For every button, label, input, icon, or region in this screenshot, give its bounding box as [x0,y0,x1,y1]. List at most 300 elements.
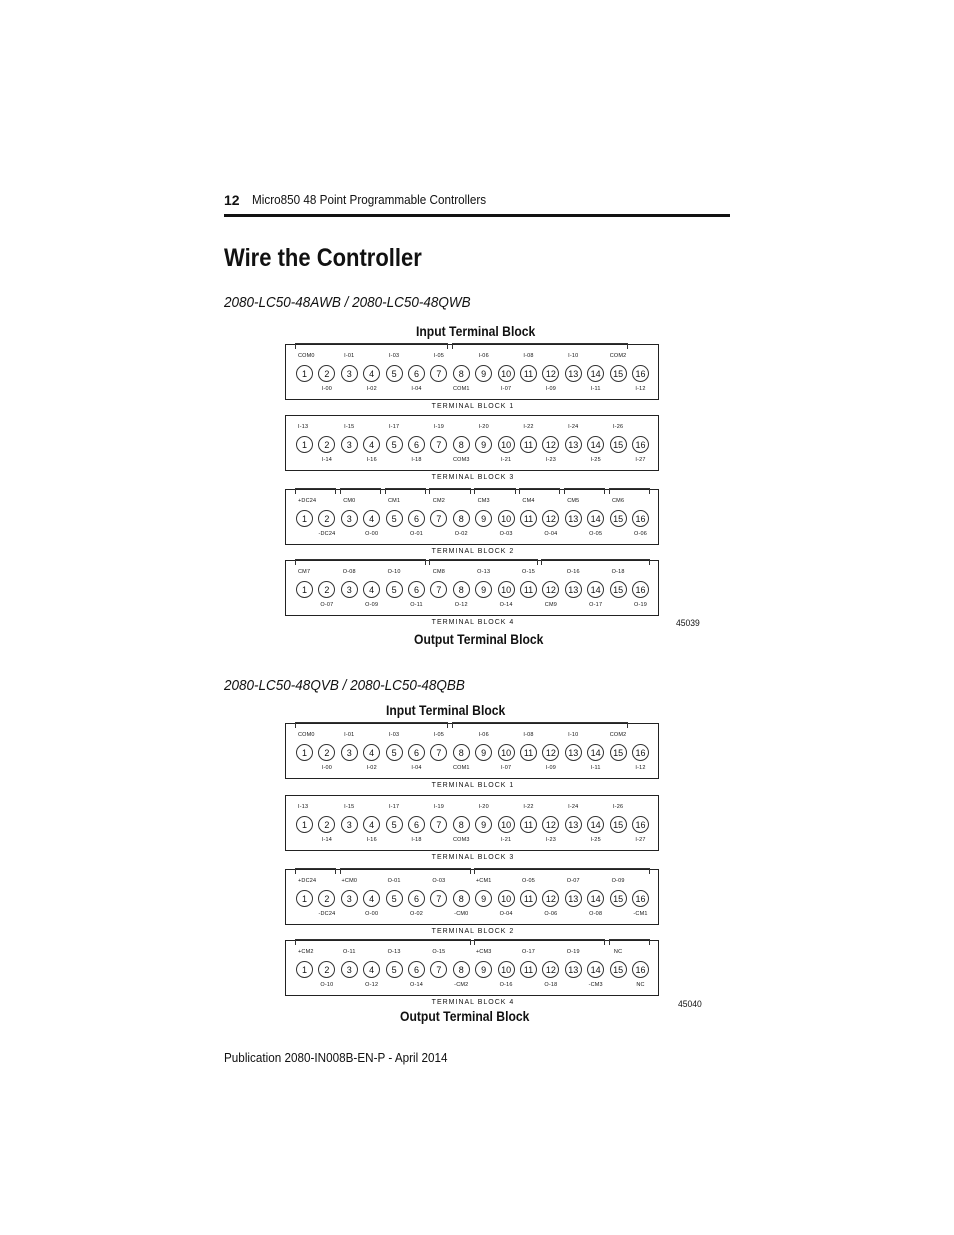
terminal-label-bottom: COM3 [452,837,470,843]
terminal-label-bottom: O-05 [589,531,603,537]
terminal-screw: 5 [386,816,403,833]
terminal-screw: 2 [318,365,335,382]
model-heading-1: 2080-LC50-48AWB / 2080-LC50-48QWB [224,294,471,311]
terminal-label-top: COM2 [609,732,627,738]
terminal-label-bottom: I-00 [321,765,333,771]
terminal-label-top: I-17 [388,424,400,430]
terminal-label-top: COM0 [298,732,315,738]
terminal-label-bottom: I-16 [366,457,377,463]
terminal-label-top: I-22 [523,804,534,810]
terminal-screw: 14 [587,816,604,833]
terminal-screw: 9 [475,365,492,382]
terminal-screw: 10 [498,744,515,761]
model-heading-2: 2080-LC50-48QVB / 2080-LC50-48QBB [224,677,465,694]
terminal-label-bottom: O-06 [544,911,558,917]
terminal-screw: 4 [363,961,380,978]
terminal-screw: 2 [318,510,335,527]
terminal-label-top: O-11 [342,949,356,955]
terminal-screw: 3 [341,890,358,907]
terminal-label-bottom: O-10 [320,982,334,988]
terminal-screw: 7 [430,744,447,761]
terminal-label-bottom: I-14 [321,837,333,843]
terminal-screw: 10 [498,365,515,382]
terminal-label-bottom: -CM3 [588,982,603,988]
terminal-screw: 7 [430,816,447,833]
terminal-screw: 3 [341,961,358,978]
terminal-screw: 10 [498,816,515,833]
terminal-label-bottom: O-14 [499,602,513,608]
terminal-label-top: I-01 [344,353,355,359]
terminal-label-bottom: -DC24 [318,911,336,917]
terminal-block-caption: TERMINAL BLOCK 4 [431,999,515,1006]
terminal-label-top: I-08 [523,732,534,738]
terminal-block [285,869,659,935]
terminal-screw: 11 [520,436,537,453]
terminal-label-bottom: O-12 [454,602,468,608]
terminal-label-top: NC [613,949,623,955]
terminal-screw: 4 [363,510,380,527]
terminal-screw: 6 [408,581,425,598]
terminal-group-bracket [429,559,538,565]
terminal-screw: 14 [587,365,604,382]
terminal-screw: 14 [587,510,604,527]
terminal-block [285,940,659,1006]
terminal-label-top: +CM2 [298,949,314,955]
terminal-group-bracket [385,488,426,494]
terminal-label-bottom: I-09 [545,386,557,392]
terminal-screw: 2 [318,581,335,598]
terminal-label-top: CM2 [432,498,445,504]
terminal-label-top: I-15 [344,804,355,810]
terminal-label-bottom: O-14 [409,982,424,988]
terminal-screw: 7 [430,365,447,382]
terminal-screw: 13 [565,365,582,382]
terminal-group-bracket [474,939,605,945]
terminal-group-bracket [474,488,515,494]
figure-number-2: 45040 [678,999,702,1010]
terminal-label-bottom: I-02 [366,765,377,771]
terminal-label-top: CM0 [343,498,356,504]
terminal-screw: 4 [363,890,380,907]
terminal-label-bottom: O-17 [589,602,603,608]
terminal-screw: 5 [386,744,403,761]
terminal-screw: 8 [453,816,470,833]
terminal-screw: 15 [610,744,627,761]
terminal-screw: 6 [408,365,425,382]
terminal-screw: 12 [542,581,559,598]
terminal-screw: 9 [475,581,492,598]
terminal-label-top: I-17 [388,804,400,810]
terminal-label-bottom: NC [636,982,645,988]
terminal-label-top: CM1 [387,498,401,504]
header-rule [224,214,730,217]
terminal-label-bottom: I-07 [500,386,512,392]
terminal-label-bottom: O-18 [544,982,558,988]
terminal-label-bottom: COM3 [452,457,470,463]
page-number: 12 [224,192,240,208]
terminal-screw: 3 [341,436,358,453]
terminal-label-top: O-18 [611,569,625,575]
terminal-screw: 13 [565,581,582,598]
terminal-label-top: I-06 [478,732,489,738]
terminal-label-top: +CM0 [341,878,358,884]
terminal-screw: 5 [386,510,403,527]
terminal-screw: 8 [453,510,470,527]
terminal-block-caption: TERMINAL BLOCK 1 [431,782,515,789]
page-title: Wire the Controller [224,244,422,272]
terminal-screw: 4 [363,744,380,761]
terminal-screw: 4 [363,816,380,833]
terminal-label-top: O-08 [342,569,356,575]
terminal-label-top: I-05 [433,353,445,359]
terminal-screw: 14 [587,890,604,907]
terminal-label-top: I-03 [388,732,400,738]
terminal-label-top: O-05 [521,878,536,884]
terminal-screw: 10 [498,890,515,907]
terminal-screw: 5 [386,961,403,978]
terminal-screw: 6 [408,890,425,907]
terminal-screw: 10 [498,961,515,978]
terminal-block-caption: TERMINAL BLOCK 2 [431,928,515,935]
terminal-label-bottom: O-02 [454,531,468,537]
terminal-label-bottom: O-03 [499,531,513,537]
terminal-label-bottom: O-19 [633,602,648,608]
terminal-label-top: +CM1 [475,878,492,884]
terminal-label-top: O-16 [566,569,580,575]
terminal-label-bottom: I-21 [500,457,512,463]
terminal-screw: 12 [542,816,559,833]
terminal-screw: 1 [296,961,313,978]
terminal-screw: 1 [296,510,313,527]
terminal-label-bottom: O-04 [544,531,558,537]
terminal-screw: 16 [632,510,649,527]
terminal-block-caption: TERMINAL BLOCK 3 [431,474,515,481]
terminal-block-caption: TERMINAL BLOCK 4 [431,619,515,626]
terminal-screw: 5 [386,436,403,453]
terminal-group-bracket [452,722,628,728]
terminal-screw: 9 [475,744,492,761]
terminal-screw: 15 [610,581,627,598]
terminal-label-bottom: -DC24 [318,531,336,537]
terminal-label-top: I-22 [523,424,534,430]
terminal-screw: 12 [542,744,559,761]
terminal-screw: 7 [430,961,447,978]
terminal-group-bracket [564,488,605,494]
terminal-screw: 1 [296,890,313,907]
terminal-screw: 11 [520,816,537,833]
terminal-block-caption: TERMINAL BLOCK 3 [431,854,515,861]
terminal-label-bottom: O-12 [365,982,379,988]
terminal-screw: 4 [363,581,380,598]
terminal-label-bottom: I-07 [500,765,512,771]
terminal-screw: 13 [565,961,582,978]
terminal-block [285,560,659,626]
terminal-screw: 3 [341,510,358,527]
terminal-screw: 16 [632,744,649,761]
terminal-group-bracket [474,868,650,874]
terminal-label-top: O-07 [566,878,580,884]
publication-footer: Publication 2080-IN008B-EN-P - April 2014 [224,1050,448,1065]
terminal-label-top: I-24 [568,424,579,430]
terminal-screw: 14 [587,581,604,598]
terminal-label-bottom: O-08 [589,911,603,917]
terminal-block-caption: TERMINAL BLOCK 2 [431,548,515,555]
terminal-screw: 9 [475,961,492,978]
terminal-label-top: I-26 [612,424,624,430]
terminal-screw: 15 [610,436,627,453]
terminal-label-bottom: O-04 [499,911,513,917]
terminal-screw: 1 [296,581,313,598]
terminal-label-top: I-03 [388,353,400,359]
terminal-label-bottom: O-00 [365,531,379,537]
terminal-group-bracket [295,343,448,349]
terminal-label-bottom: I-23 [545,837,557,843]
terminal-screw: 13 [565,436,582,453]
terminal-screw: 1 [296,365,313,382]
terminal-screw: 8 [453,890,470,907]
terminal-screw: 16 [632,436,649,453]
terminal-group-bracket [295,488,336,494]
terminal-label-bottom: I-21 [500,837,512,843]
output-terminal-label-1: Output Terminal Block [414,632,544,647]
terminal-label-top: I-01 [344,732,355,738]
terminal-screw: 8 [453,365,470,382]
terminal-screw: 12 [542,365,559,382]
terminal-screw: 2 [318,961,335,978]
terminal-label-bottom: I-18 [411,457,422,463]
terminal-label-bottom: O-11 [410,602,423,608]
terminal-screw: 7 [430,510,447,527]
terminal-label-bottom: I-27 [635,837,646,843]
terminal-label-top: I-24 [568,804,579,810]
terminal-screw: 3 [341,744,358,761]
terminal-screw: 3 [341,816,358,833]
terminal-label-bottom: -CM2 [454,982,469,988]
terminal-label-bottom: I-23 [545,457,557,463]
terminal-label-bottom: O-00 [365,911,379,917]
terminal-screw: 16 [632,961,649,978]
terminal-block [285,723,659,789]
terminal-screw: 3 [341,581,358,598]
terminal-label-top: O-17 [521,949,536,955]
terminal-screw: 6 [408,436,425,453]
terminal-screw: 13 [565,744,582,761]
terminal-label-top: O-13 [477,569,491,575]
terminal-label-top: CM5 [567,498,580,504]
terminal-screw: 9 [475,436,492,453]
terminal-screw: 7 [430,581,447,598]
terminal-screw: 13 [565,510,582,527]
terminal-screw: 12 [542,436,559,453]
terminal-label-top: COM0 [298,353,315,359]
terminal-label-bottom: COM1 [452,765,470,771]
terminal-group-bracket [295,559,426,565]
terminal-label-bottom: I-11 [590,386,601,392]
terminal-screw: 14 [587,744,604,761]
terminal-group-bracket [609,488,650,494]
terminal-label-bottom: I-12 [635,386,646,392]
terminal-label-bottom: I-09 [545,765,557,771]
terminal-label-top: I-13 [298,804,309,810]
terminal-screw: 15 [610,961,627,978]
terminal-label-bottom: O-09 [365,602,379,608]
terminal-block-caption: TERMINAL BLOCK 1 [431,403,515,410]
terminal-screw: 8 [453,581,470,598]
terminal-label-bottom: O-16 [499,982,513,988]
terminal-label-top: CM4 [522,498,535,504]
terminal-label-top: I-10 [568,732,579,738]
terminal-label-top: O-13 [387,949,401,955]
terminal-screw: 15 [610,510,627,527]
terminal-screw: 10 [498,436,515,453]
terminal-label-bottom: I-18 [411,837,422,843]
terminal-label-top: I-06 [478,353,489,359]
input-terminal-label-1: Input Terminal Block [416,324,536,339]
terminal-label-bottom: I-11 [590,765,601,771]
terminal-group-bracket [295,868,336,874]
terminal-label-bottom: O-01 [409,531,424,537]
terminal-label-top: O-10 [387,569,401,575]
terminal-screw: 16 [632,581,649,598]
terminal-block [285,344,659,410]
terminal-screw: 9 [475,510,492,527]
terminal-screw: 6 [408,744,425,761]
terminal-label-top: I-08 [523,353,534,359]
terminal-screw: 5 [386,890,403,907]
terminal-label-bottom: -CM1 [633,911,648,917]
terminal-label-top: I-26 [612,804,624,810]
terminal-screw: 5 [386,581,403,598]
terminal-group-bracket [295,939,471,945]
terminal-screw: 12 [542,510,559,527]
terminal-label-bottom: O-06 [633,531,648,537]
terminal-screw: 16 [632,365,649,382]
terminal-label-bottom: I-04 [411,386,422,392]
terminal-group-bracket [609,939,650,945]
input-terminal-label-2: Input Terminal Block [386,703,506,718]
terminal-screw: 2 [318,436,335,453]
terminal-screw: 15 [610,816,627,833]
terminal-screw: 9 [475,890,492,907]
terminal-group-bracket [340,488,381,494]
terminal-screw: 7 [430,436,447,453]
terminal-screw: 2 [318,890,335,907]
terminal-label-top: I-20 [478,804,489,810]
terminal-label-top: COM2 [609,353,627,359]
terminal-label-top: I-15 [344,424,355,430]
terminal-label-bottom: I-25 [590,837,601,843]
running-header-title: Micro850 48 Point Programmable Controllers [252,192,487,207]
terminal-label-bottom: O-07 [320,602,334,608]
terminal-screw: 1 [296,816,313,833]
terminal-block [285,415,659,481]
terminal-screw: 14 [587,961,604,978]
terminal-screw: 4 [363,365,380,382]
terminal-screw: 10 [498,510,515,527]
terminal-label-bottom: I-25 [590,457,601,463]
terminal-label-top: I-20 [478,424,489,430]
terminal-screw: 16 [632,890,649,907]
terminal-label-top: +CM3 [475,949,492,955]
terminal-screw: 13 [565,816,582,833]
terminal-screw: 11 [520,510,537,527]
terminal-group-bracket [429,488,470,494]
terminal-screw: 8 [453,744,470,761]
terminal-label-top: +DC24 [298,878,317,884]
terminal-screw: 9 [475,816,492,833]
terminal-label-bottom: I-00 [321,386,333,392]
figure-number-1: 45039 [676,618,700,629]
terminal-label-top: O-03 [432,878,446,884]
terminal-label-top: +DC24 [298,498,317,504]
terminal-label-bottom: I-16 [366,837,377,843]
terminal-label-top: CM8 [432,569,445,575]
terminal-screw: 13 [565,890,582,907]
terminal-screw: 15 [610,365,627,382]
terminal-screw: 11 [520,961,537,978]
output-terminal-label-2: Output Terminal Block [400,1009,530,1024]
terminal-screw: 10 [498,581,515,598]
terminal-label-bottom: COM1 [452,386,470,392]
terminal-screw: 16 [632,816,649,833]
terminal-screw: 1 [296,744,313,761]
terminal-screw: 1 [296,436,313,453]
terminal-label-top: O-19 [566,949,580,955]
terminal-screw: 11 [520,581,537,598]
terminal-label-bottom: -CM0 [454,911,469,917]
terminal-screw: 15 [610,890,627,907]
terminal-group-bracket [519,488,560,494]
terminal-screw: 8 [453,961,470,978]
terminal-label-top: O-09 [611,878,625,884]
terminal-label-bottom: O-02 [409,911,424,917]
terminal-screw: 11 [520,744,537,761]
terminal-screw: 2 [318,816,335,833]
terminal-label-bottom: I-04 [411,765,422,771]
terminal-group-bracket [452,343,628,349]
terminal-screw: 2 [318,744,335,761]
terminal-group-bracket [295,722,448,728]
terminal-label-top: O-01 [387,878,401,884]
terminal-label-top: I-19 [433,804,445,810]
terminal-label-top: CM6 [611,498,625,504]
terminal-label-top: I-10 [568,353,579,359]
terminal-screw: 4 [363,436,380,453]
terminal-screw: 11 [520,890,537,907]
terminal-label-top: I-05 [433,732,445,738]
terminal-screw: 6 [408,816,425,833]
terminal-screw: 6 [408,510,425,527]
terminal-label-top: I-19 [433,424,445,430]
terminal-group-bracket [340,868,471,874]
terminal-label-top: CM3 [477,498,490,504]
terminal-label-bottom: I-12 [635,765,646,771]
terminal-block [285,795,659,861]
terminal-screw: 14 [587,436,604,453]
terminal-label-top: CM7 [298,569,311,575]
terminal-screw: 5 [386,365,403,382]
terminal-screw: 6 [408,961,425,978]
terminal-label-bottom: I-27 [635,457,646,463]
terminal-label-bottom: I-14 [321,457,333,463]
terminal-screw: 8 [453,436,470,453]
terminal-label-top: O-15 [432,949,446,955]
terminal-screw: 11 [520,365,537,382]
terminal-label-bottom: CM9 [544,602,557,608]
terminal-label-top: O-15 [521,569,536,575]
terminal-screw: 12 [542,961,559,978]
terminal-screw: 7 [430,890,447,907]
